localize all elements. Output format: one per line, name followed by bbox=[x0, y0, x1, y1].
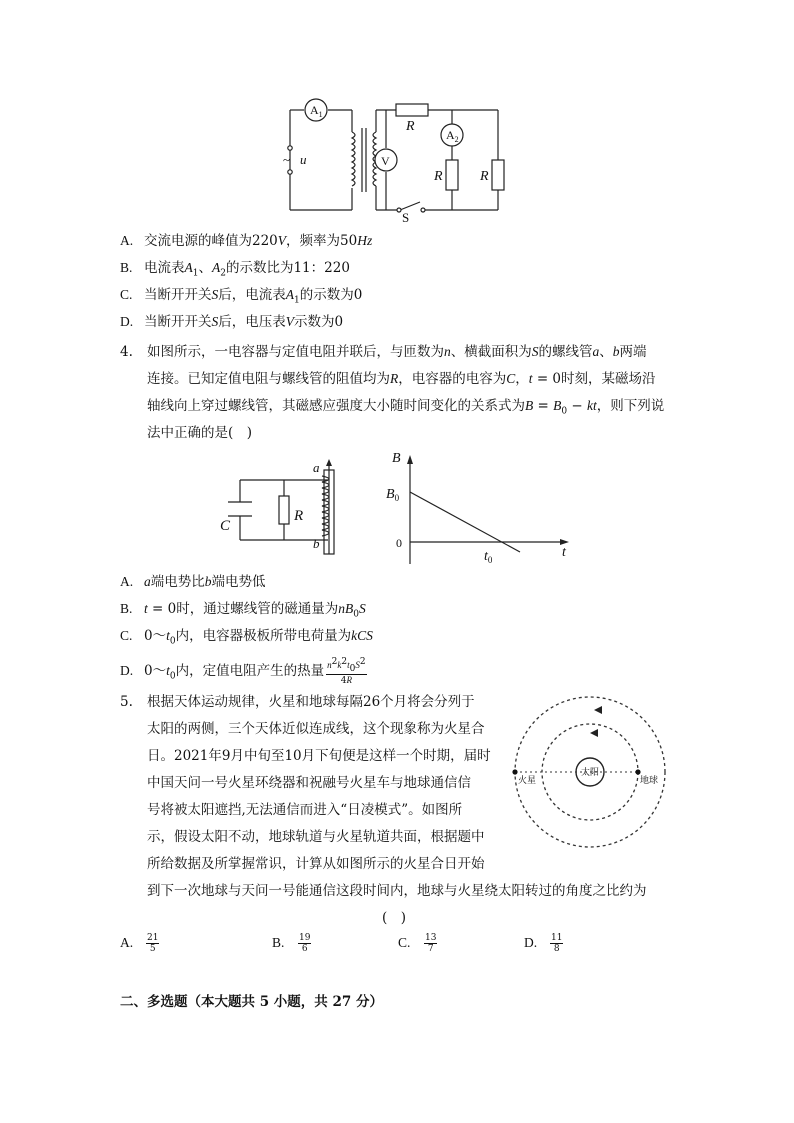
mars-dot bbox=[512, 769, 517, 774]
q3-option-c[interactable]: C. 当断开开关S后，电流表$A_1$的示数为0 bbox=[120, 287, 363, 306]
section-multiple-choice-heading: 二、多选题（本大题共 5 小题，共 27 分） bbox=[120, 994, 383, 1010]
b-t-line bbox=[410, 492, 520, 552]
q4-option-b[interactable]: B. t = 0时，通过螺线管的磁通量为$nB_0S$ bbox=[120, 601, 366, 620]
resistor-top-label: R bbox=[406, 119, 415, 134]
terminal-a-label: a bbox=[313, 460, 320, 475]
q5-option-c[interactable]: C. $\frac{13}{7}$ bbox=[398, 933, 437, 954]
earth-label: 地球 bbox=[640, 775, 659, 785]
resistor-label: R bbox=[294, 508, 304, 524]
sun-label: 太阳 bbox=[581, 767, 600, 777]
q5-stem-line-7: 所给数据及所掌握常识，计算从如图所示的火星合日开始 bbox=[147, 856, 485, 872]
q3-option-a[interactable]: A. 交流电源的峰值为220V，频率为50Hz bbox=[120, 233, 373, 249]
q5-stem-line-4: 中国天问一号火星环绕器和祝融号火星车与地球通信信 bbox=[147, 775, 471, 791]
q4-option-c[interactable]: C. $0\sim t_0$内，电容器极板所带电荷量为kCS bbox=[120, 628, 373, 647]
b-axis-label: B bbox=[392, 452, 401, 466]
capacitor-label: C bbox=[220, 518, 231, 534]
q5-stem-line-3: 日。2021年9月中旬至10月下旬便是这样一个时期，届时 bbox=[147, 748, 491, 764]
q3-option-b[interactable]: B. 电流表$A_1$、$A_2$的示数比为11：220 bbox=[120, 260, 350, 279]
q4-option-d[interactable]: D. $0\sim t_0$内，定值电阻产生的热量 $\frac{n^2k^2t_0S^2}{4R}$ bbox=[120, 657, 366, 686]
source-label: u bbox=[300, 152, 307, 167]
q5-option-d[interactable]: D. $\frac{11}{8}$ bbox=[524, 933, 563, 954]
q4-stem-line-1: 如图所示，一电容器与定值电阻并联后，与匝数为n、横截面积为S的螺线管a、b两端 bbox=[147, 344, 647, 360]
b-t-graph bbox=[382, 452, 582, 570]
transformer-circuit-figure bbox=[282, 92, 512, 222]
resistor-mid-label: R bbox=[434, 169, 443, 184]
q5-stem-line-6: 示，假设太阳不动，地球轨道与火星轨道共面，根据题中 bbox=[147, 829, 485, 845]
q4-stem-line-2: 连接。已知定值电阻与螺线管的阻值均为R，电容器的电容为C，t = 0时刻，某磁场沿 bbox=[147, 371, 656, 387]
q5-stem-line-8: 到下一次地球与天问一号能通信这段时间内，地球与火星绕太阳转过的角度之比约为 bbox=[147, 883, 647, 899]
ammeter-a2-label: $A_2$ bbox=[446, 128, 459, 144]
q4-stem-line-3: 轴线向上穿过螺线管，其磁感应强度大小随时间变化的关系式为$B = B_0$ − kt，则下列说 bbox=[147, 398, 665, 417]
orbit-figure bbox=[510, 692, 670, 862]
q4-number: 4. bbox=[120, 344, 133, 360]
q5-option-b[interactable]: B. $\frac{19}{6}$ bbox=[272, 933, 311, 954]
q4-option-a[interactable]: A. a端电势比b端电势低 bbox=[120, 574, 266, 590]
q3-option-d[interactable]: D. 当断开开关S后，电压表V示数为0 bbox=[120, 314, 344, 330]
q4-stem-line-4: 法中正确的是( ) bbox=[147, 425, 253, 441]
q5-stem-line-1: 根据天体运动规律，火星和地球每隔26个月将会分列于 bbox=[147, 694, 475, 710]
q5-option-a[interactable]: A. $\frac{21}{5}$ bbox=[120, 933, 159, 954]
earth-dot bbox=[635, 769, 640, 774]
terminal-b-label: b bbox=[313, 536, 320, 551]
mars-label: 火星 bbox=[518, 775, 537, 785]
voltmeter-label: V bbox=[381, 154, 390, 168]
t0-tick-label: $t_0$ bbox=[484, 549, 493, 565]
ammeter-a1-label: $A_1$ bbox=[310, 103, 323, 119]
q5-stem-line-5: 号将被太阳遮挡,无法通信而进入“日凌模式”。如图所 bbox=[147, 802, 463, 818]
t-axis-label: t bbox=[562, 545, 566, 560]
solenoid-circuit-figure bbox=[218, 458, 358, 558]
switch-label: S bbox=[402, 210, 410, 222]
resistor-right-label: R bbox=[480, 169, 489, 184]
origin-label: 0 bbox=[396, 536, 402, 550]
q5-number: 5. bbox=[120, 694, 133, 710]
b0-tick-label: $B_0$ bbox=[386, 487, 400, 503]
q5-stem-line-2: 太阳的两侧，三个天体近似连成线，这个现象称为火星合 bbox=[147, 721, 485, 737]
source-symbol: ~ bbox=[283, 152, 291, 167]
q5-paren: ( ) bbox=[382, 910, 407, 926]
